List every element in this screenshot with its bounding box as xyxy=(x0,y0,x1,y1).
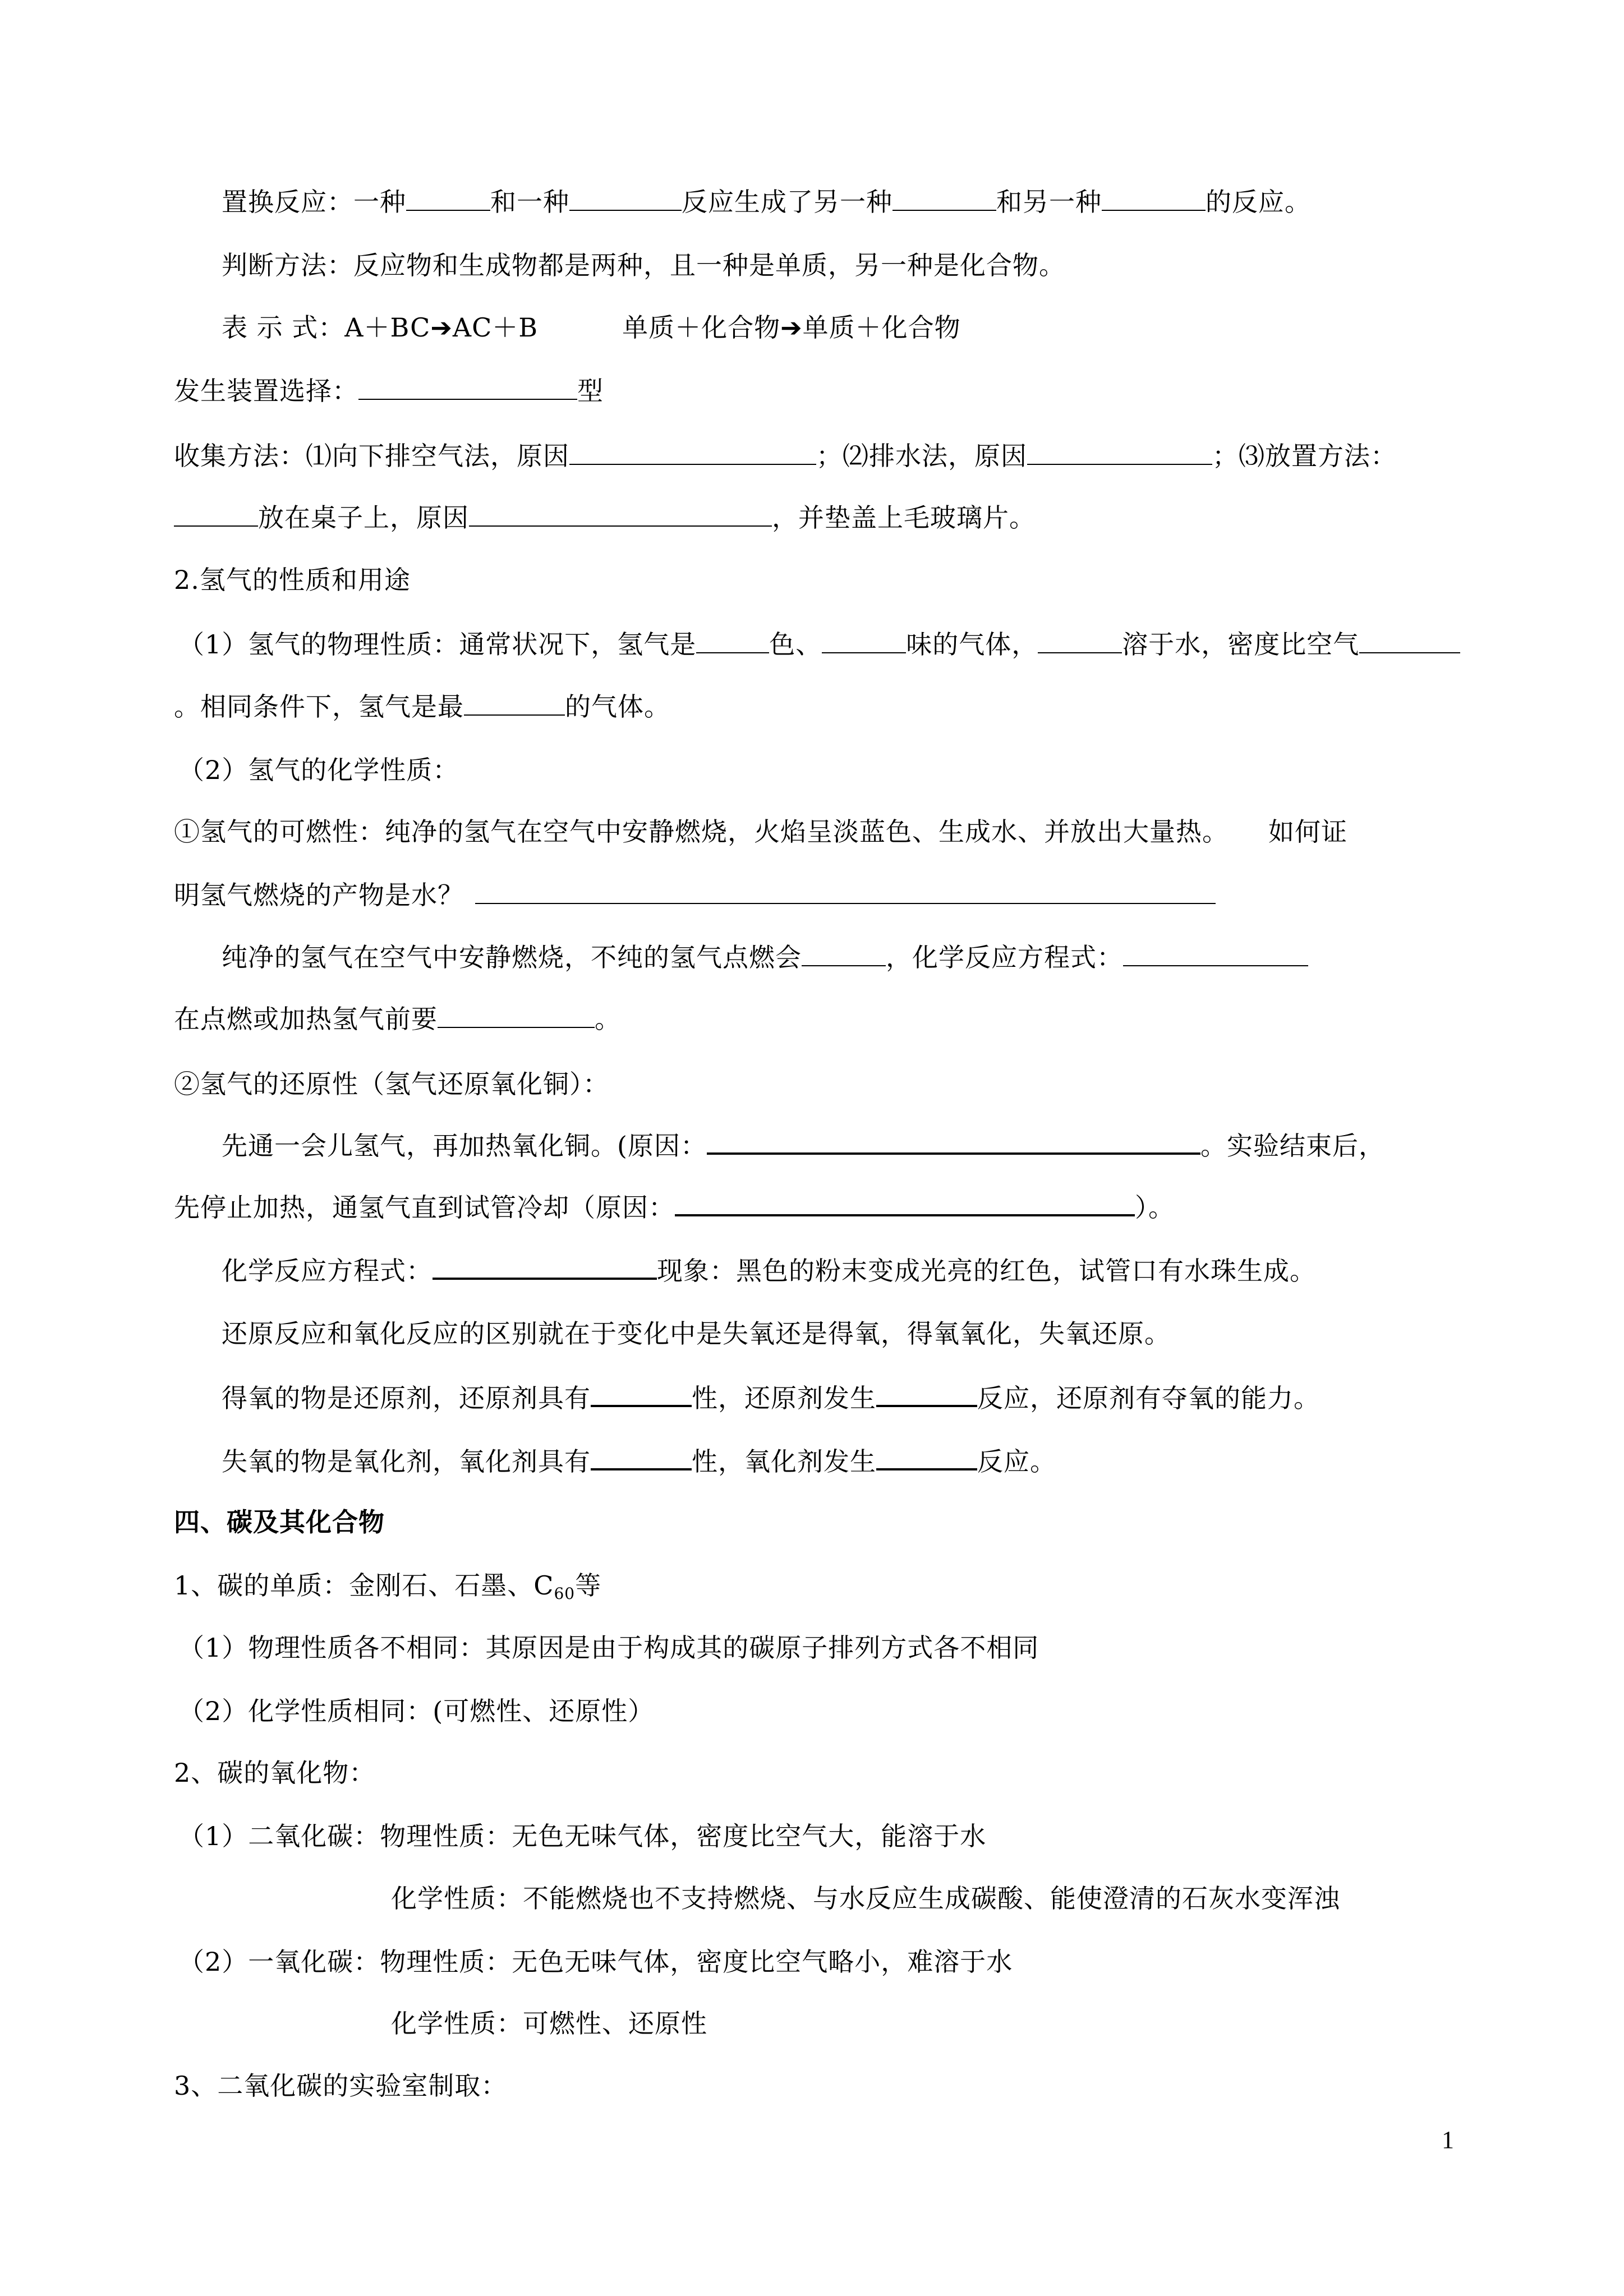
reducing-agent-line xyxy=(222,1380,1320,1415)
fill-blank[interactable] xyxy=(591,1380,692,1407)
text: 纯净的氢气在空气中安静燃烧，不纯的氢气点燃会 xyxy=(222,942,802,972)
carbon-chemical-line: （2）化学性质相同：(可燃性、还原性） xyxy=(178,1696,655,1726)
oxidizing-agent-line xyxy=(222,1444,1056,1478)
fill-blank[interactable] xyxy=(174,501,258,527)
carbon-elements-line xyxy=(174,1569,601,1611)
text: 型 xyxy=(577,376,604,406)
before-ignition-line xyxy=(174,1002,621,1036)
fill-blank[interactable] xyxy=(475,878,1216,904)
formula-line xyxy=(222,311,961,344)
hydrogen-physical-line-2 xyxy=(174,690,670,723)
combustibility-line-2 xyxy=(174,878,1216,912)
text: （1）氢气的物理性质：通常状况下，氢气是 xyxy=(178,629,697,660)
text: 放在桌子上，原因 xyxy=(258,502,469,533)
first-hydrogen-line xyxy=(222,1128,1385,1163)
fill-blank[interactable] xyxy=(822,628,906,653)
fill-blank[interactable] xyxy=(892,185,996,211)
co2-chemical-line: 化学性质：不能燃烧也不支持燃烧、与水反应生成碳酸、能使澄清的石灰水变浑浊 xyxy=(391,1883,1340,1914)
fill-blank[interactable] xyxy=(707,1128,1200,1155)
text: 和一种 xyxy=(490,187,569,217)
page-number: 1 xyxy=(1442,2126,1454,2154)
text: ，并垫盖上毛玻璃片。 xyxy=(772,502,1036,533)
text: 置换反应：一种 xyxy=(222,187,406,217)
text: ；⑶放置方法： xyxy=(1212,441,1397,471)
fill-blank[interactable] xyxy=(569,439,816,465)
reducibility-title: ②氢气的还原性（氢气还原氧化铜）： xyxy=(174,1069,609,1099)
text: 。 xyxy=(595,1004,621,1034)
text: 色、 xyxy=(769,629,822,660)
text: 先停止加热，通氢气直到试管冷却（原因： xyxy=(174,1192,675,1223)
fill-blank[interactable] xyxy=(358,374,577,400)
formula-symbolic: 表 示 式：A＋BC➔AC＋B xyxy=(222,312,539,343)
collection-method-line-2 xyxy=(174,501,1036,534)
text: 的反应。 xyxy=(1206,187,1311,217)
text: 在点燃或加热氢气前要 xyxy=(174,1004,438,1034)
fill-blank[interactable] xyxy=(469,501,772,527)
hydrogen-physical-line xyxy=(178,628,1460,661)
text: 和另一种 xyxy=(996,187,1102,217)
text: 失氧的物是氧化剂，氧化剂具有 xyxy=(222,1446,591,1477)
stop-heating-line xyxy=(174,1190,1175,1224)
carbon-oxides-title: 2、碳的氧化物： xyxy=(174,1758,376,1788)
text: 溶于水，密度比空气 xyxy=(1122,629,1360,660)
fill-blank[interactable] xyxy=(696,628,769,653)
judgment-method-line: 判断方法：反应物和生成物都是两种，且一种是单质，另一种是化合物。 xyxy=(222,250,1065,280)
redox-difference-line: 还原反应和氧化反应的区别就在于变化中是失氧还是得氧，得氧氧化，失氧还原。 xyxy=(222,1318,1171,1349)
text: 现象：黑色的粉末变成光亮的红色，试管口有水珠生成。 xyxy=(657,1256,1316,1286)
fill-blank[interactable] xyxy=(1102,185,1206,211)
text: 得氧的物是还原剂，还原剂具有 xyxy=(222,1383,591,1413)
fill-blank[interactable] xyxy=(464,690,565,716)
co2-lab-preparation-title: 3、二氧化碳的实验室制取： xyxy=(174,2071,508,2101)
co-physical-line: （2）一氧化碳：物理性质：无色无味气体，密度比空气略小，难溶于水 xyxy=(178,1947,1013,1977)
collection-method-line xyxy=(174,439,1397,473)
text: 1、碳的单质：金刚石、石墨、C xyxy=(174,1570,554,1601)
text: 。实验结束后， xyxy=(1200,1131,1385,1161)
text: ）。 xyxy=(1135,1192,1175,1223)
hydrogen-section-title: 2.氢气的性质和用途 xyxy=(174,565,411,595)
fill-blank[interactable] xyxy=(1027,439,1212,465)
text: 发生装置选择： xyxy=(174,376,358,406)
section-four-heading: 四、碳及其化合物 xyxy=(174,1507,385,1537)
text: 味的气体， xyxy=(906,629,1038,660)
fill-blank[interactable] xyxy=(1123,940,1308,966)
apparatus-line xyxy=(174,374,604,408)
text: 明氢气燃烧的产物是水？ xyxy=(174,880,464,910)
text: 。相同条件下，氢气是最 xyxy=(174,691,464,722)
formula-words: 单质＋化合物➔单质＋化合物 xyxy=(622,312,961,343)
co-chemical-line: 化学性质：可燃性、还原性 xyxy=(391,2008,707,2039)
text: 性，还原剂发生 xyxy=(692,1383,876,1413)
combustibility-line: ①氢气的可燃性：纯净的氢气在空气中安静燃烧，火焰呈淡蓝色、生成水、并放出大量热。 如何证 xyxy=(174,817,1347,847)
text: 反应，还原剂有夺氧的能力。 xyxy=(977,1383,1320,1413)
text: 等 xyxy=(575,1570,602,1601)
text: 先通一会儿氢气，再加热氧化铜。(原因： xyxy=(222,1131,707,1161)
fill-blank[interactable] xyxy=(406,185,490,211)
text: 的气体。 xyxy=(565,691,670,722)
fill-blank[interactable] xyxy=(591,1444,692,1470)
text: 反应生成了另一种 xyxy=(682,187,892,217)
fill-blank[interactable] xyxy=(438,1002,595,1028)
text: ，化学反应方程式： xyxy=(886,942,1123,972)
text: ；⑵排水法，原因 xyxy=(816,441,1027,471)
text: 收集方法：⑴向下排空气法，原因 xyxy=(174,441,569,471)
fill-blank[interactable] xyxy=(1359,628,1460,653)
text: 性，氧化剂发生 xyxy=(692,1446,876,1477)
carbon-physical-line: （1）物理性质各不相同：其原因是由于构成其的碳原子排列方式各不相同 xyxy=(178,1633,1039,1663)
pure-hydrogen-line xyxy=(222,940,1308,974)
hydrogen-chemical-title: （2）氢气的化学性质： xyxy=(178,755,459,785)
fill-blank[interactable] xyxy=(569,185,682,211)
co2-physical-line: （1）二氧化碳：物理性质：无色无味气体，密度比空气大，能溶于水 xyxy=(178,1821,987,1851)
fill-blank[interactable] xyxy=(433,1253,657,1280)
fill-blank[interactable] xyxy=(802,940,886,966)
fill-blank[interactable] xyxy=(876,1444,977,1470)
fill-blank[interactable] xyxy=(675,1190,1135,1216)
displacement-reaction-line xyxy=(222,185,1311,219)
subscript: 60 xyxy=(554,1584,576,1603)
text: 化学反应方程式： xyxy=(222,1256,433,1286)
text: 反应。 xyxy=(977,1446,1056,1477)
fill-blank[interactable] xyxy=(876,1380,977,1407)
equation-line xyxy=(222,1253,1316,1288)
fill-blank[interactable] xyxy=(1038,628,1122,653)
